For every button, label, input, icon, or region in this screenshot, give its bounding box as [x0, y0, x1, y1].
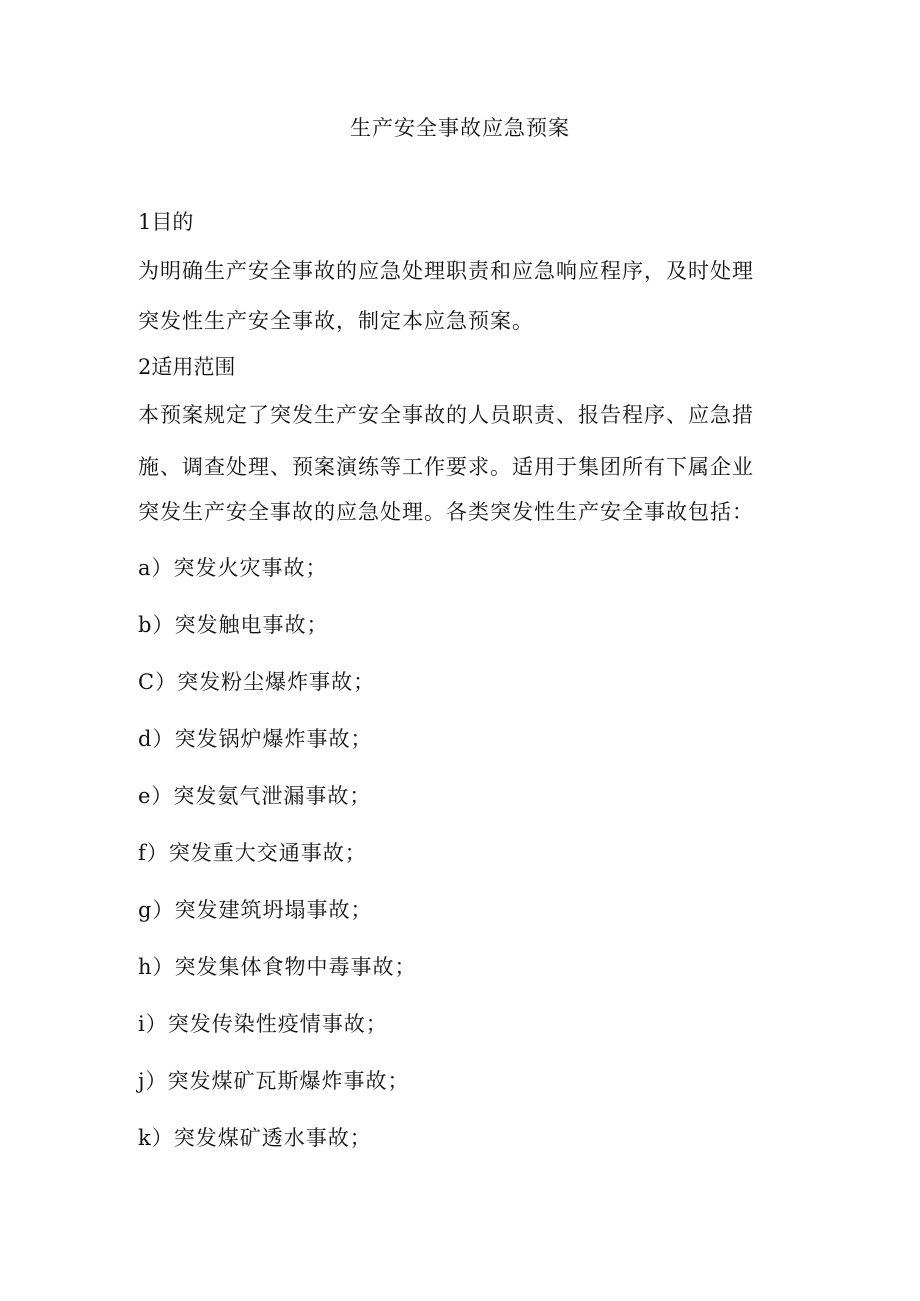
- list-item: g）突发建筑坍塌事故；: [138, 898, 373, 922]
- list-item: h）突发集体食物中毒事故；: [138, 955, 417, 979]
- paragraph-line: 施、调查处理、预案演练等工作要求。适用于集团所有下属企业: [138, 455, 754, 479]
- list-item: k）突发煤矿透水事故；: [138, 1126, 372, 1150]
- list-item: C）突发粉尘爆炸事故；: [138, 670, 376, 694]
- list-item: j）突发煤矿瓦斯爆炸事故；: [138, 1069, 410, 1093]
- section-heading-scope: 2适用范围: [138, 355, 236, 379]
- list-item: i）突发传染性疫情事故；: [138, 1012, 388, 1036]
- paragraph-line: 突发生产安全事故的应急处理。各类突发性生产安全事故包括：: [138, 500, 754, 524]
- list-item: e）突发氨气泄漏事故；: [138, 784, 372, 808]
- list-item: d）突发锅炉爆炸事故；: [138, 727, 373, 751]
- list-item: f）突发重大交通事故；: [138, 841, 367, 865]
- paragraph-line: 为明确生产安全事故的应急处理职责和应急响应程序，及时处理: [138, 259, 754, 283]
- section-heading-purpose: 1目的: [138, 210, 194, 234]
- paragraph-line: 本预案规定了突发生产安全事故的人员职责、报告程序、应急措: [138, 403, 754, 427]
- list-item: a）突发火灾事故；: [138, 556, 328, 580]
- list-item: b）突发触电事故；: [138, 613, 329, 637]
- paragraph-line: 突发性生产安全事故，制定本应急预案。: [138, 309, 534, 333]
- document-title: 生产安全事故应急预案: [350, 116, 570, 140]
